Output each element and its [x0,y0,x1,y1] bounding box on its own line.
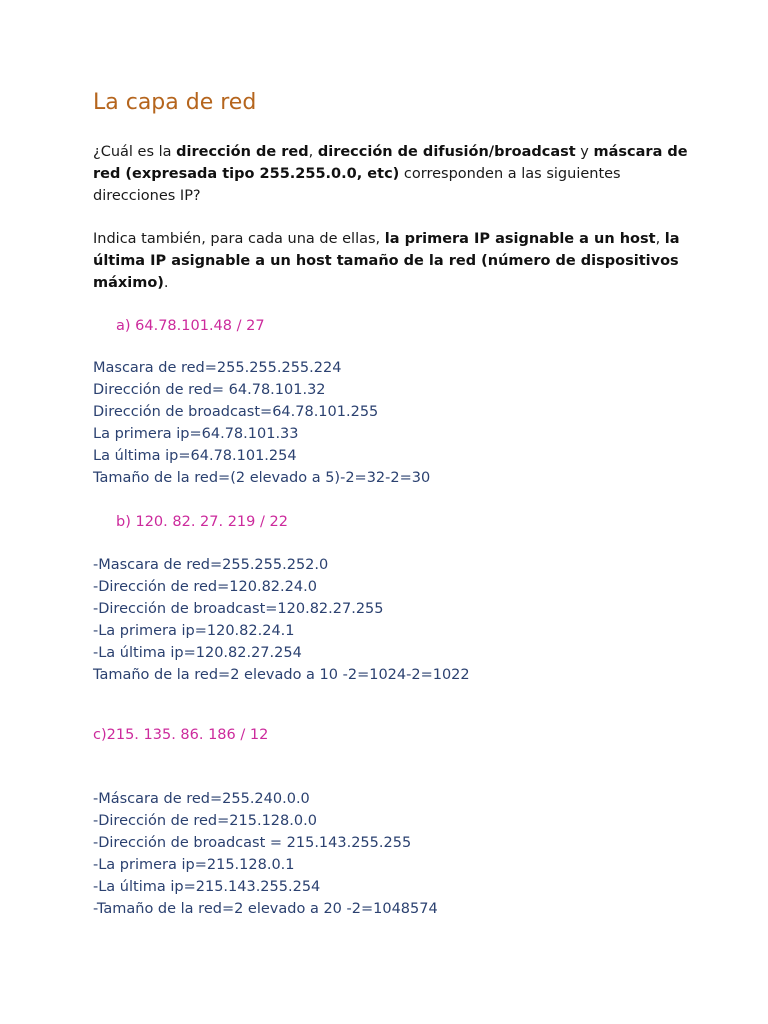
answer-line: -Dirección de red=120.82.24.0 [93,579,317,595]
answer-line: Dirección de broadcast=64.78.101.255 [93,404,379,420]
question-1-bold-broadcast-address: dirección de difusión/broadcast [317,144,576,160]
page-title: La capa de red [93,90,257,115]
answer-line: -Máscara de red=255.240.0.0 [93,791,310,807]
answer-line: -La primera ip=215.128.0.1 [93,857,295,873]
section-b-answers [93,554,470,686]
answer-line: Dirección de red= 64.78.101.32 [93,382,326,398]
answer-line: -Dirección de broadcast=120.82.27.255 [93,601,384,617]
section-c-heading: c)215. 135. 86. 186 / 12 [93,727,269,743]
question-2-text: Indica también, para cada una de ellas, [93,231,385,247]
answer-line: -La última ip=120.82.27.254 [93,645,302,661]
answer-line: Tamaño de la red=2 elevado a 10 -2=1024-2=1022 [93,667,470,683]
question-2-bold-last-host-size: la última IP asignable a un host tamaño de la red (número de dispositivos máximo) [93,231,680,291]
section-b-heading: b) 120. 82. 27. 219 / 22 [116,514,288,530]
question-1-bold-netmask: máscara de red (expresada tipo 255.255.0.0, etc) [93,144,688,182]
answer-line: -Mascara de red=255.255.252.0 [93,557,329,573]
question-2-text: , [655,231,665,247]
question-2-text: . [163,275,169,291]
answer-line: Tamaño de la red=(2 elevado a 5)-2=32-2=30 [93,470,431,486]
answer-line: -Dirección de broadcast = 215.143.255.255 [93,835,412,851]
question-2-bold-first-host: la primera IP asignable a un host [384,231,656,247]
section-c-answers [93,788,438,920]
answer-line: -La primera ip=120.82.24.1 [93,623,295,639]
question-paragraph-2 [93,228,693,294]
answer-line: La última ip=64.78.101.254 [93,448,297,464]
question-1-bold-network-address: dirección de red [176,144,309,160]
question-1-text: ¿Cuál es la [93,144,177,160]
answer-line: -La última ip=215.143.255.254 [93,879,321,895]
answer-line: -Tamaño de la red=2 elevado a 20 -2=1048574 [93,901,438,917]
question-paragraph-1 [93,141,693,207]
answer-line: La primera ip=64.78.101.33 [93,426,299,442]
question-1-text: corresponden a las siguientes direcciones IP? [93,166,621,204]
question-1-text: y [575,144,594,160]
question-1-text: , [308,144,318,160]
section-a-answers [93,357,430,489]
section-a-heading: a) 64.78.101.48 / 27 [116,318,265,334]
answer-line: -Dirección de red=215.128.0.0 [93,813,317,829]
answer-line: Mascara de red=255.255.255.224 [93,360,342,376]
